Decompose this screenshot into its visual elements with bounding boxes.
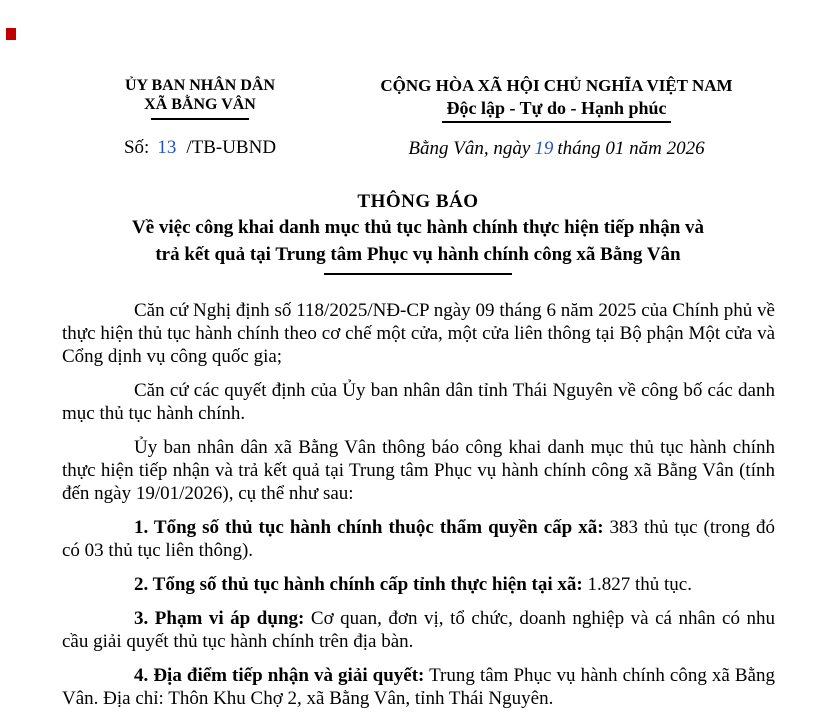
document-title-block (0, 190, 836, 275)
place-date-suffix: tháng 01 năm 2026 (557, 138, 705, 159)
numbered-item-3 (62, 607, 775, 653)
item-1-text: 383 thủ tục (trong đó có 03 thủ tục liên thông). (62, 517, 775, 561)
paragraph-legal-basis-1: Căn cứ Nghị định số 118/2025/NĐ-CP ngày 09 tháng 6 năm 2025 của Chính phủ về thực hiện thủ tục hành chính theo cơ chế một cửa, một cửa liên thông tại Bộ phận Một cửa và Cổng dịnh vụ công quốc gia; (62, 300, 775, 367)
numbered-item-1 (62, 516, 775, 562)
red-marker (6, 28, 16, 40)
document-number-line (62, 137, 338, 159)
place-date-prefix: Bằng Vân, ngày (408, 138, 531, 159)
paragraph-announcement: Ủy ban nhân dân xã Bằng Vân thông báo công khai danh mục thủ tục hành chính thực hiện tiếp nhận và trả kết quả tại Trung tâm Phục vụ hành chính công xã Bằng Vân (tính đến ngày 19/01/2026), cụ thể như sau: (62, 437, 775, 504)
item-3-text: Cơ quan, đơn vị, tổ chức, doanh nghiệp và cá nhân có nhu cầu giải quyết thủ tục hành chính trên địa bàn. (62, 608, 776, 652)
org-name: XÃ BẰNG VÂN (144, 96, 256, 113)
numbered-item-2 (62, 573, 775, 596)
national-motto: Độc lập - Tự do - Hạnh phúc (442, 98, 670, 123)
item-4-label: 4. Địa điểm tiếp nhận và giải quyết: (134, 665, 425, 686)
document-number-label: Số: (123, 137, 150, 158)
document-subject-line1: Về việc công khai danh mục thủ tục hành chính thực hiện tiếp nhận và (131, 217, 705, 238)
org-name-underline (151, 118, 249, 120)
date-day-value: 19 (534, 138, 554, 159)
document-number-suffix: /TB-UBND (186, 137, 277, 158)
issuing-authority-block (62, 76, 338, 160)
document-subject-line2: trả kết quả tại Trung tâm Phục vụ hành chính công xã Bằng Vân (155, 244, 681, 265)
item-4-text: Trung tâm Phục vụ hành chính công xã Bằng Vân. Địa chỉ: Thôn Khu Chợ 2, xã Bằng Vân, tỉnh Thái Nguyên. (62, 665, 775, 709)
national-title: CỘNG HÒA XÃ HỘI CHỦ NGHĨA VIỆT NAM (380, 76, 733, 95)
document-number-value: 13 (157, 137, 177, 158)
title-underline (324, 273, 512, 275)
item-2-label: 2. Tổng số thủ tục hành chính cấp tỉnh thực hiện tại xã: (134, 574, 583, 595)
item-2-text: 1.827 thủ tục. (582, 574, 692, 595)
numbered-item-4 (62, 664, 775, 710)
item-3-label: 3. Phạm vi áp dụng: (134, 608, 305, 629)
org-parent-name: ỦY BAN NHÂN DÂN (124, 77, 276, 94)
item-1-label: 1. Tổng số thủ tục hành chính thuộc thẩm quyền cấp xã: (134, 517, 604, 538)
paragraph-legal-basis-2: Căn cứ các quyết định của Ủy ban nhân dân tỉnh Thái Nguyên về công bố các danh mục thủ tục hành chính. (62, 380, 775, 424)
document-header (0, 0, 836, 160)
national-header-block (338, 76, 775, 160)
document-body (0, 299, 836, 710)
place-date-line (338, 138, 775, 160)
national-motto-wrap (338, 98, 775, 123)
document-type-title: THÔNG BÁO (357, 191, 479, 212)
